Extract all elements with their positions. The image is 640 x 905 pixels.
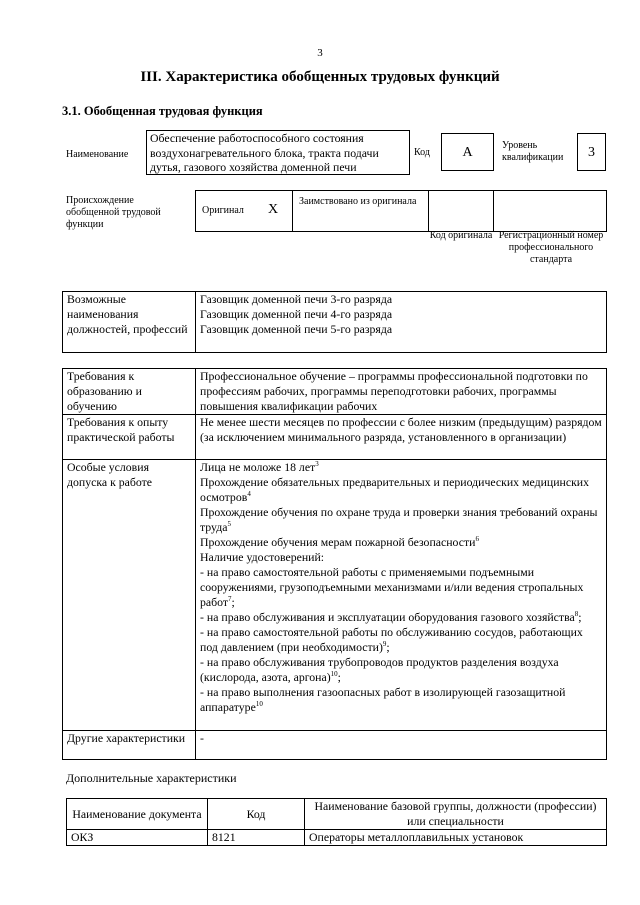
table-row (67, 830, 607, 846)
borrowed-label: Заимствовано из оригинала (299, 196, 417, 207)
level-label: Уровень квалификации (502, 140, 564, 163)
special-item: - на право самостоятельной работы по обслуживанию сосудов, работающих под давлением (при необходимости)$^9$; (200, 625, 583, 654)
positions-label: Возможные наименования должностей, профессий (63, 292, 196, 353)
position-item: Газовщик доменной печи 5-го разряда (200, 322, 393, 336)
special-item: - на право выполнения газоопасных работ в изолирующей газозащитной аппаратуре$^{10}$ (200, 685, 566, 714)
section-title: III. Характеристика обобщенных трудовых функций (140, 69, 500, 85)
special-item: - на право самостоятельной работы с применяемыми подъемными сооружениями, грузоподъемными механизмами и/или ведения стропальных работ$^7$; (200, 565, 584, 609)
positions-table (62, 291, 607, 353)
original-mark: X (268, 202, 279, 217)
reg-number-caption: Регистрационный номер профессионального стандарта (498, 230, 604, 265)
special-item: Прохождение обучения по охране труда и проверки знания требований охраны труда$^5$ (200, 505, 598, 534)
other-label: Другие характеристики (63, 731, 196, 760)
experience-label: Требования к опыту практической работы (63, 415, 196, 460)
header-code: Код (208, 799, 305, 830)
positions-values (196, 292, 607, 353)
special-item: - на право обслуживания и эксплуатации оборудования газового хозяйства$^8$; (200, 610, 582, 624)
origin-label: Происхождение обобщенной трудовой функции (66, 195, 161, 230)
name-label: Наименование (66, 149, 129, 160)
experience-value: Не менее шести месяцев по профессии с более низким (предыдущим) разрядом (за исключением минимального разряда, установленного в организации) (196, 415, 607, 460)
header-group: Наименование базовой группы, должности (профессии) или специальности (305, 799, 607, 830)
position-item: Газовщик доменной печи 4-го разряда (200, 307, 393, 321)
code-original-caption: Код оригинала (429, 230, 493, 241)
special-item: Прохождение обязательных предварительных и периодических медицинских осмотров$^4$ (200, 475, 590, 504)
position-item: Газовщик доменной печи 3-го разряда (200, 292, 393, 306)
code-label: Код (414, 147, 430, 158)
requirements-table (62, 368, 607, 760)
page-number: 3 (317, 47, 323, 59)
cell-code: 8121 (208, 830, 305, 846)
cell-group: Операторы металлоплавильных установок (305, 830, 607, 846)
function-name-value: Обеспечение работоспособного состояния воздухонагревательного блока, тракта подачи дутья, газового хозяйства доменной печи (146, 130, 410, 175)
special-item: Прохождение обучения мерам пожарной безопасности$^6$ (200, 535, 479, 549)
special-item: Лица не моложе 18 лет$^3$ (200, 460, 319, 474)
level-value: 3 (577, 133, 606, 171)
education-value: Профессиональное обучение – программы профессиональной подготовки по профессиям рабочих, программы переподготовки рабочих, программы повышения квалификации рабочих (196, 369, 607, 415)
additional-title: Дополнительные характеристики (66, 771, 237, 785)
origin-table (195, 190, 607, 232)
other-value: - (196, 731, 607, 760)
education-label: Требования к образованию и обучению (63, 369, 196, 415)
subsection-title: 3.1. Обобщенная трудовая функция (62, 104, 263, 118)
special-item: - на право обслуживания трубопроводов продуктов разделения воздуха (кислорода, азота, аргона)$^{10}$; (200, 655, 559, 684)
special-label: Особые условия допуска к работе (63, 460, 196, 731)
original-label: Оригинал (202, 205, 244, 216)
header-doc: Наименование документа (67, 799, 208, 830)
cell-doc: ОКЗ (67, 830, 208, 846)
additional-table (66, 798, 607, 846)
special-item: Наличие удостоверений: (200, 550, 325, 564)
code-value: А (441, 133, 494, 171)
special-values (196, 460, 607, 731)
